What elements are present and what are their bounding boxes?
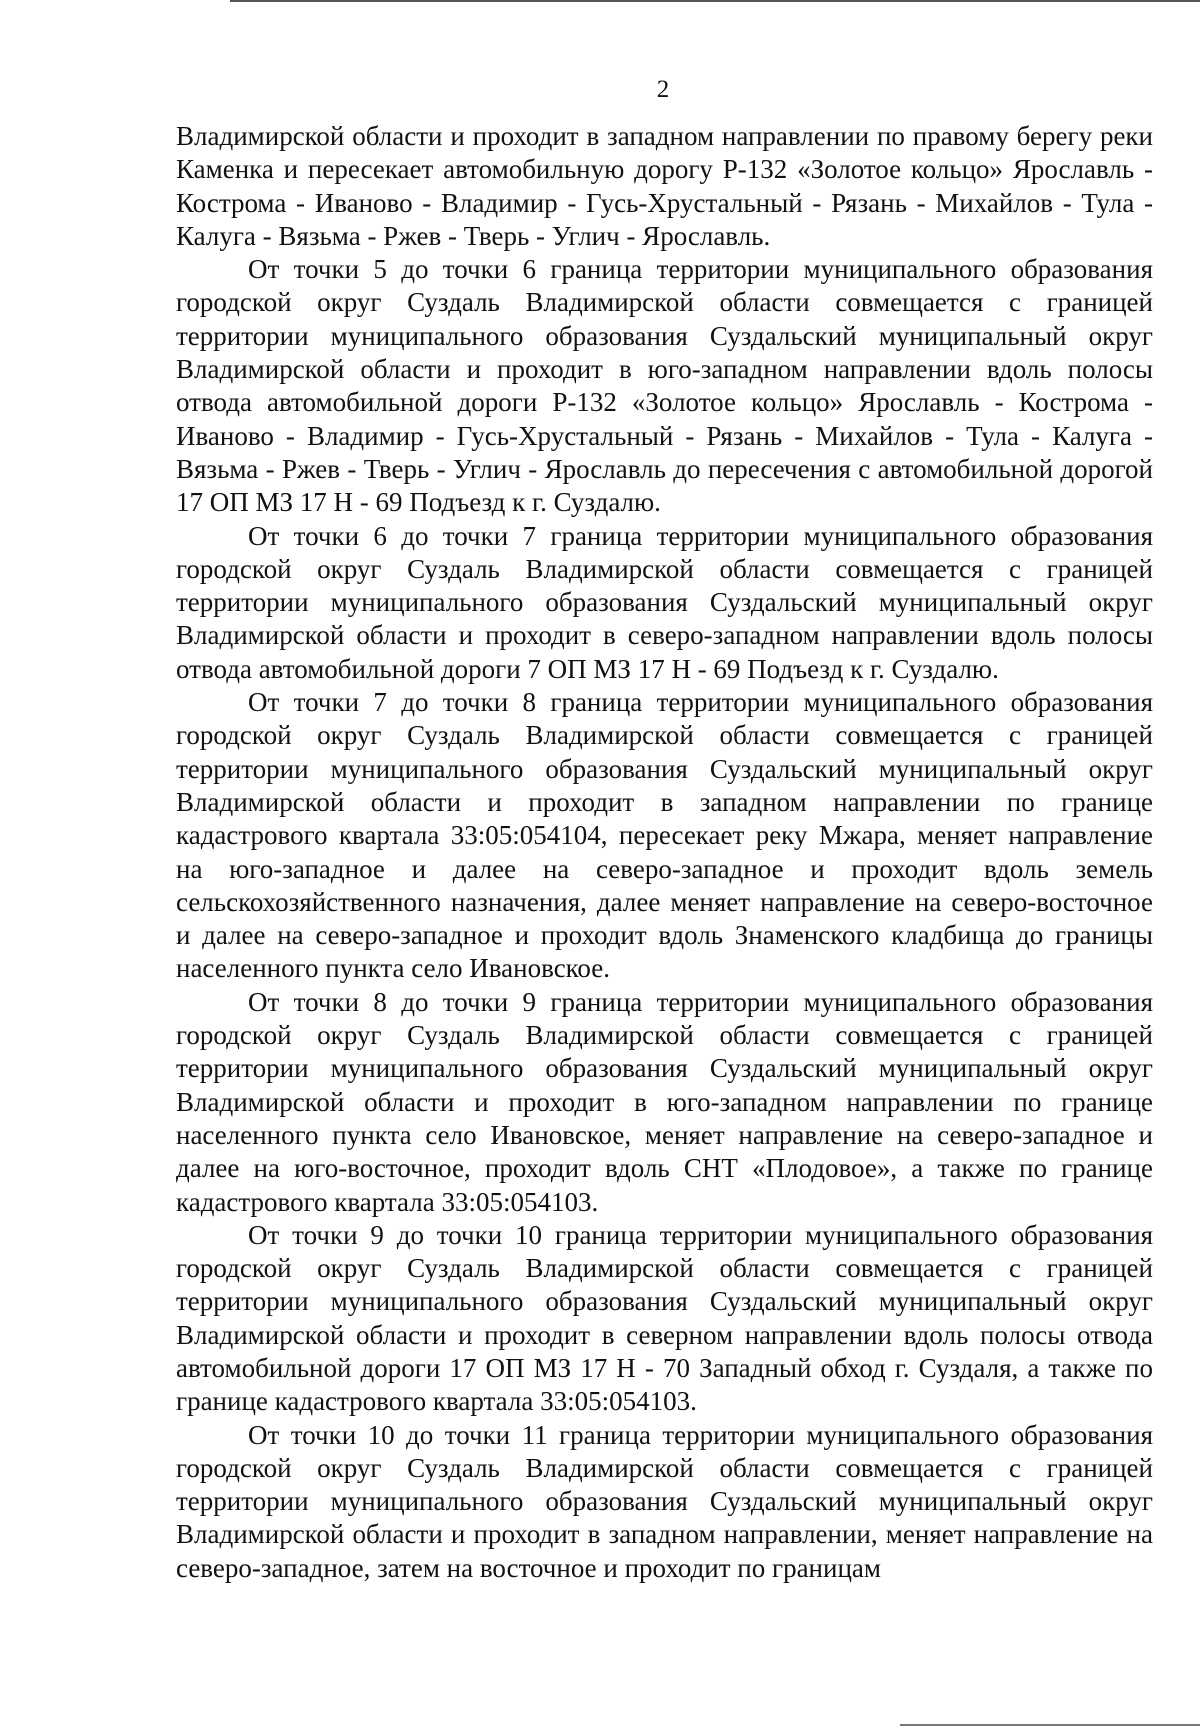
top-scan-rule	[230, 0, 1200, 2]
bottom-scan-rule	[900, 1724, 1200, 1726]
paragraph-continued: Владимирской области и проходит в западном направлении по правому берегу реки Каменка и пересекает автомобильную дорогу Р-132 «Золотое кольцо» Ярославль - Кострома - Иваново - Владимир - Гусь-Хрустальный - Рязань - Михайлов - Тула - Калуга - Вязьма - Ржев - Тверь - Углич - Ярославль.	[176, 121, 1153, 251]
paragraph-point-10-11: От точки 10 до точки 11 граница территории муниципального образования городской округ Суздаль Владимирской области совмещается с границей территории муниципального образования Суздальский муниципальный округ Владимирской области и проходит в западном направлении, меняет направление на северо-западное, затем на восточное и проходит по границам	[176, 1419, 1153, 1583]
page-number: 2	[656, 76, 670, 103]
paragraph-point-7-8: От точки 7 до точки 8 граница территории муниципального образования городской округ Суздаль Владимирской области совмещается с границей территории муниципального образования Суздальский муниципальный округ Владимирской области и проходит в западном направлении по границе кадастрового квартала 33:05:054104, пересекает реку Мжара, меняет направление на юго-западное и далее на северо-западное и проходит вдоль земель сельскохозяйственного назначения, далее меняет направление на северо-восточное и далее на северо-западное и проходит вдоль Знаменского кладбища до границы населенного пункта село Ивановское.	[176, 687, 1153, 984]
paragraph-point-6-7: От точки 6 до точки 7 граница территории муниципального образования городской округ Суздаль Владимирской области совмещается с границей территории муниципального образования Суздальский муниципальный округ Владимирской области и проходит в северо-западном направлении вдоль полосы отвода автомобильной дороги 7 ОП МЗ 17 Н - 69 Подъезд к г. Суздалю.	[176, 520, 1153, 684]
document-body	[176, 120, 1153, 1585]
paragraph-point-8-9: От точки 8 до точки 9 граница территории муниципального образования городской округ Суздаль Владимирской области совмещается с границей территории муниципального образования Суздальский муниципальный округ Владимирской области и проходит в юго-западном направлении по границе населенного пункта село Ивановское, меняет направление на северо-западное и далее на юго-восточное, проходит вдоль СНТ «Плодовое», а также по границе кадастрового квартала 33:05:054103.	[176, 986, 1153, 1217]
paragraph-point-9-10: От точки 9 до точки 10 граница территории муниципального образования городской округ Суздаль Владимирской области совмещается с границей территории муниципального образования Суздальский муниципальный округ Владимирской области и проходит в северном направлении вдоль полосы отвода автомобильной дороги 17 ОП МЗ 17 Н - 70 Западный обход г. Суздаля, а также по границе кадастрового квартала 33:05:054103.	[176, 1219, 1153, 1417]
paragraph-point-5-6: От точки 5 до точки 6 граница территории муниципального образования городской округ Суздаль Владимирской области совмещается с границей территории муниципального образования Суздальский муниципальный округ Владимирской области и проходит в юго-западном направлении вдоль полосы отвода автомобильной дороги Р-132 «Золотое кольцо» Ярославль - Кострома - Иваново - Владимир - Гусь-Хрустальный - Рязань - Михайлов - Тула - Калуга - Вязьма - Ржев - Тверь - Углич - Ярославль до пересечения с автомобильной дорогой 17 ОП МЗ 17 Н - 69 Подъезд к г. Суздалю.	[176, 254, 1153, 518]
